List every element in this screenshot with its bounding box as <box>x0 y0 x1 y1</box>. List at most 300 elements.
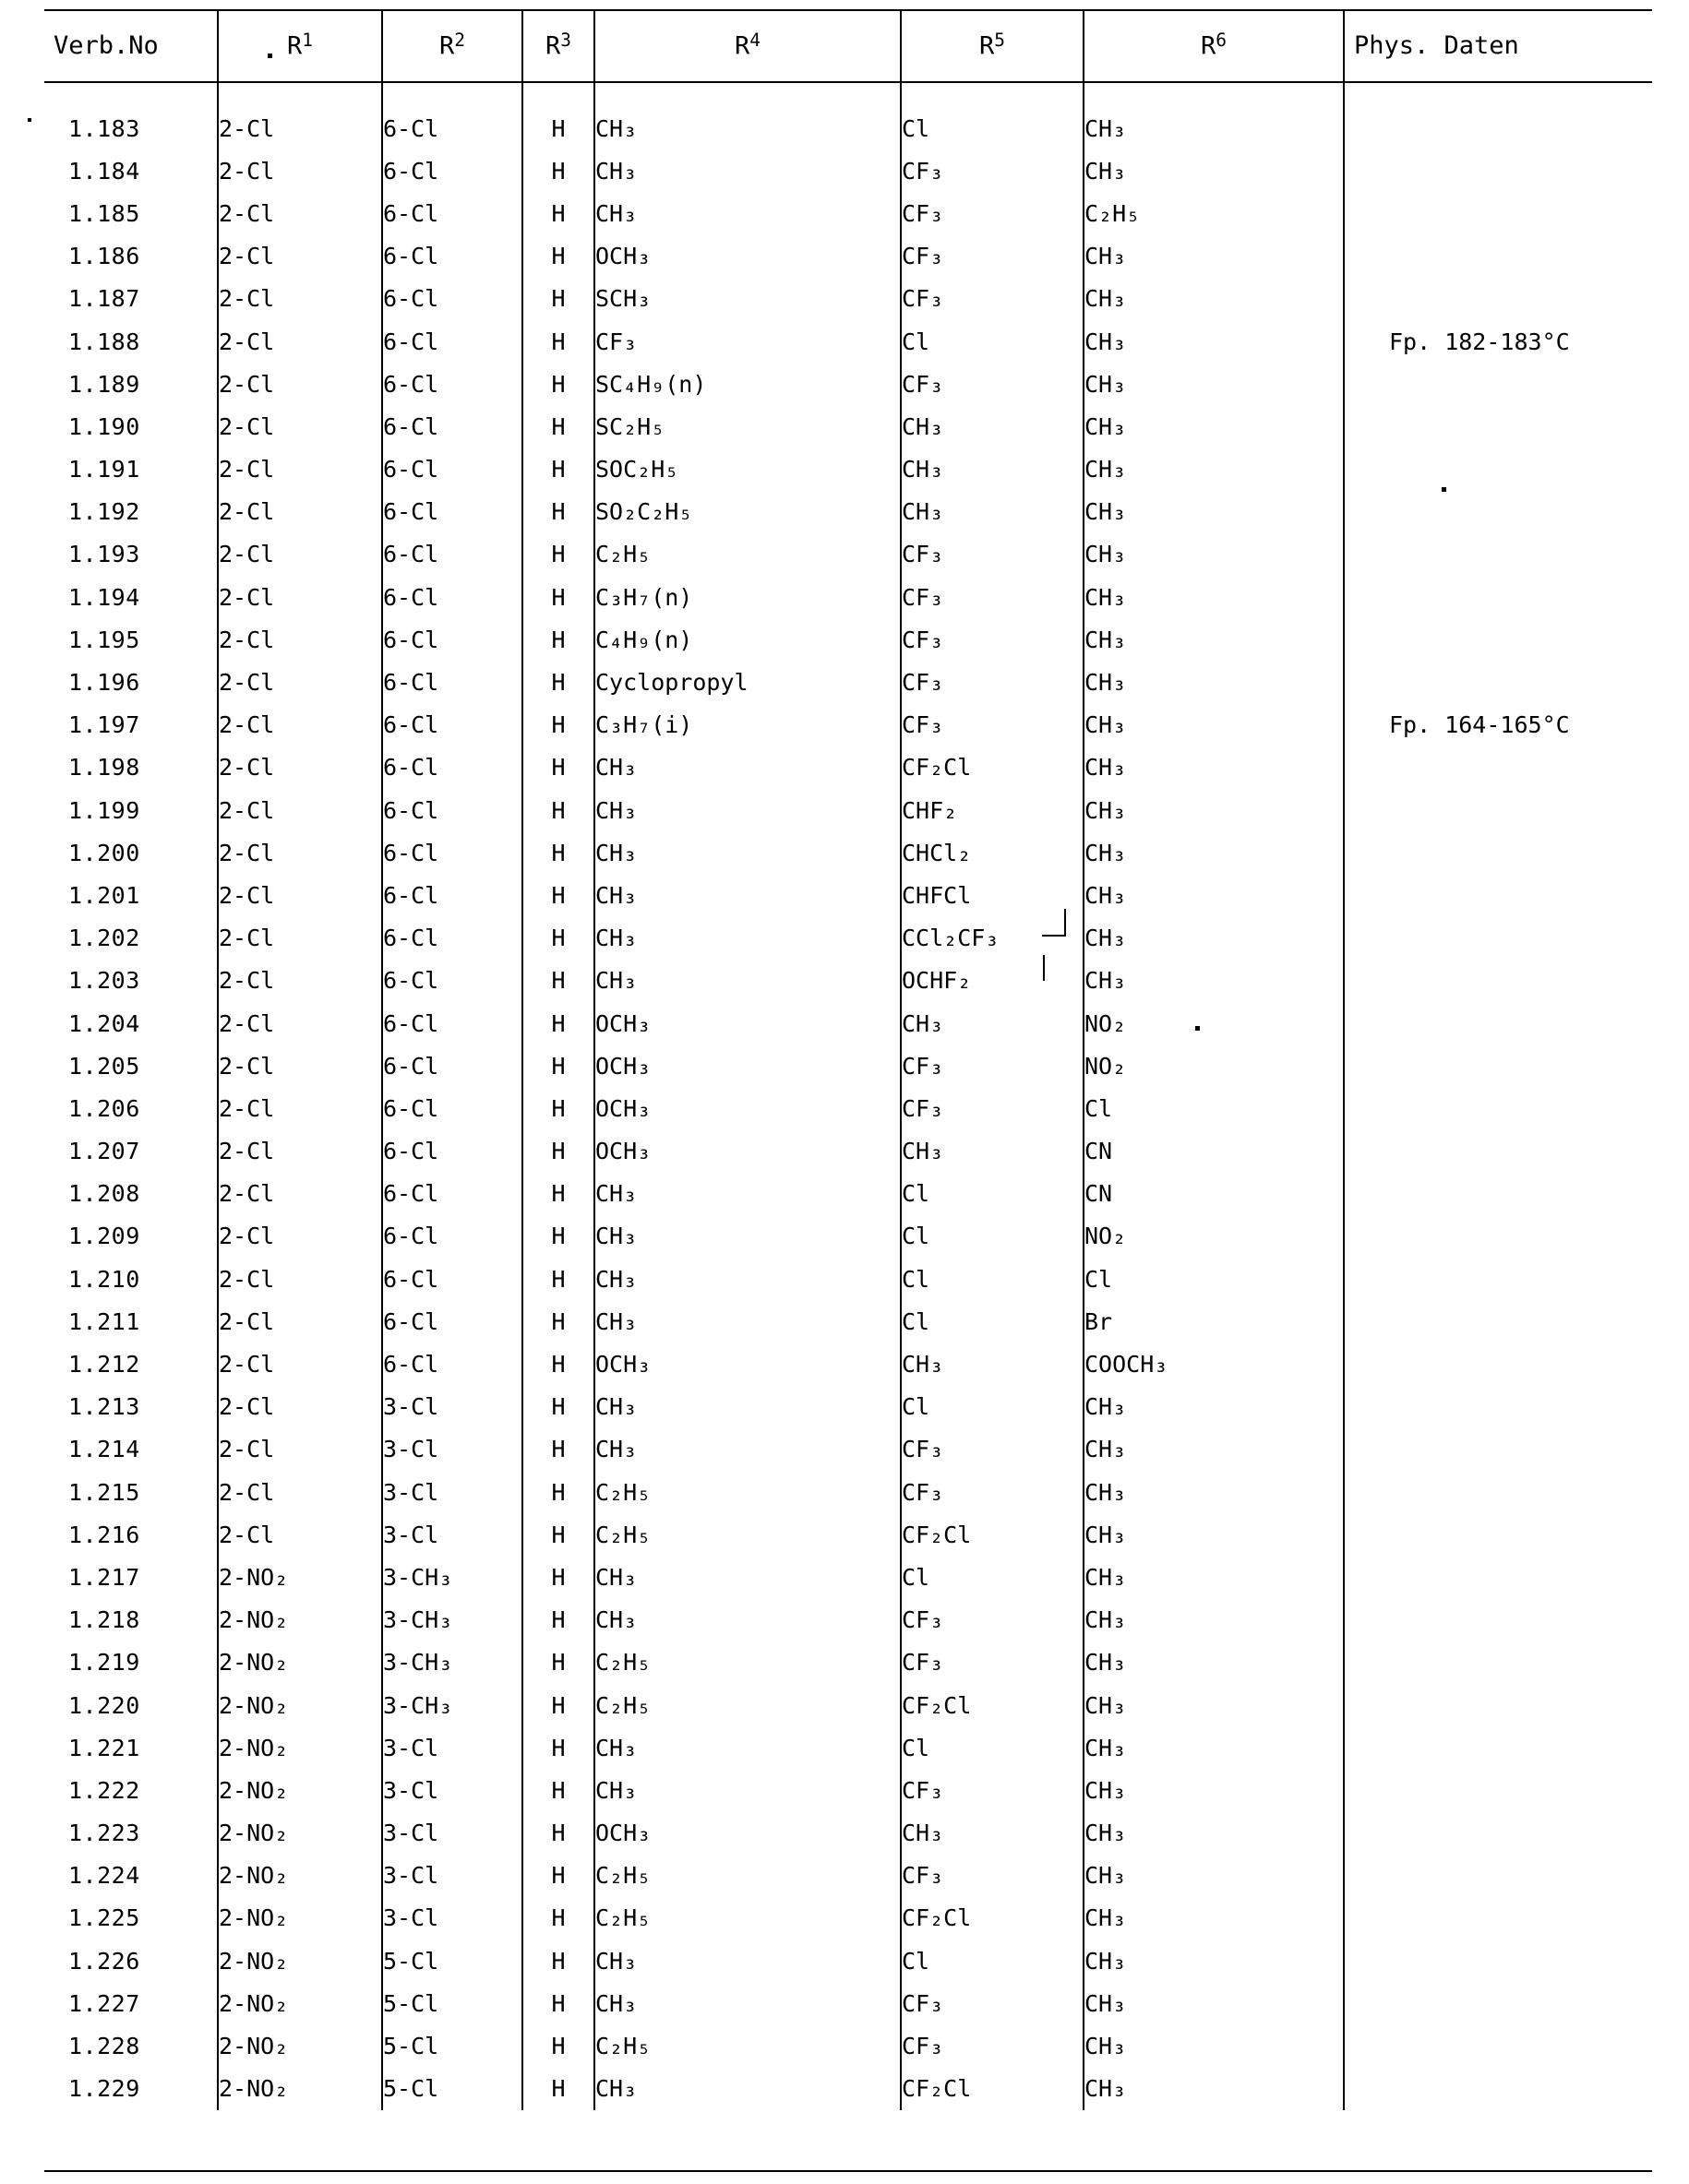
cell-phys-daten <box>1344 149 1652 192</box>
cell-r1: 2-Cl <box>218 491 382 533</box>
cell-r1: 2-NO₂ <box>218 2024 382 2067</box>
cell-r4: CH₃ <box>594 2068 901 2110</box>
cell-verb-no: 1.220 <box>44 1684 218 1726</box>
cell-phys-daten <box>1344 2068 1652 2110</box>
cell-r3: H <box>522 746 594 789</box>
cell-r6: CN <box>1084 1173 1344 1215</box>
cell-r1: 2-NO₂ <box>218 1939 382 1982</box>
cell-r5: CF₃ <box>901 1044 1084 1087</box>
cell-r2: 6-Cl <box>382 149 522 192</box>
cell-verb-no: 1.216 <box>44 1513 218 1556</box>
cell-r3: H <box>522 1130 594 1173</box>
cell-r5: CHCl₂ <box>901 831 1084 874</box>
cell-r3: H <box>522 107 594 149</box>
cell-r1: 2-Cl <box>218 448 382 491</box>
cell-r1: 2-Cl <box>218 533 382 576</box>
cell-r5: CF₃ <box>901 1471 1084 1513</box>
cell-verb-no: 1.198 <box>44 746 218 789</box>
cell-phys-daten: Fp. 164-165°C <box>1389 711 1570 739</box>
cell-phys-daten <box>1344 1684 1652 1726</box>
cell-phys-daten <box>1344 789 1652 831</box>
cell-verb-no: 1.205 <box>44 1044 218 1087</box>
cell-r6: CH₃ <box>1084 917 1344 960</box>
cell-r3: H <box>522 917 594 960</box>
cell-r3: H <box>522 1343 594 1385</box>
scan-artifact-dot-left <box>28 118 31 122</box>
cell-r3: H <box>522 1087 594 1129</box>
cell-r1: 2-NO₂ <box>218 1855 382 1897</box>
cell-r4: C₃H₇(n) <box>594 576 901 618</box>
cell-r1: 2-NO₂ <box>218 1812 382 1855</box>
table-row <box>44 831 1652 874</box>
cell-r1: 2-NO₂ <box>218 2068 382 2110</box>
cell-r4: C₄H₉(n) <box>594 618 901 661</box>
cell-r2: 6-Cl <box>382 107 522 149</box>
cell-phys-daten <box>1344 1641 1652 1684</box>
cell-phys-daten <box>1344 1343 1652 1385</box>
header-spacer-row <box>44 82 1652 107</box>
cell-r4: CH₃ <box>594 1982 901 2024</box>
cell-verb-no: 1.206 <box>44 1087 218 1129</box>
cell-verb-no: 1.226 <box>44 1939 218 1982</box>
cell-r5: Cl <box>901 1726 1084 1769</box>
cell-verb-no: 1.225 <box>44 1897 218 1939</box>
table-row <box>44 491 1652 533</box>
table-row <box>44 661 1652 703</box>
cell-verb-no: 1.228 <box>44 2024 218 2067</box>
cell-r5: CH₃ <box>901 448 1084 491</box>
cell-r3: H <box>522 278 594 320</box>
cell-r6: CH₃ <box>1084 1982 1344 2024</box>
cell-r3: H <box>522 2024 594 2067</box>
cell-verb-no: 1.201 <box>44 874 218 916</box>
cell-r5: Cl <box>901 1300 1084 1343</box>
cell-r4: CH₃ <box>594 1215 901 1258</box>
cell-r4: CH₃ <box>594 1386 901 1428</box>
cell-r3: H <box>522 1599 594 1641</box>
cell-phys-daten <box>1344 1471 1652 1513</box>
table-row <box>44 2068 1652 2110</box>
cell-r2: 6-Cl <box>382 831 522 874</box>
cell-r5: CF₂Cl <box>901 2068 1084 2110</box>
cell-phys-daten <box>1344 1173 1652 1215</box>
table-row <box>44 405 1652 448</box>
table-row <box>44 1087 1652 1129</box>
table-row <box>44 2024 1652 2067</box>
cell-verb-no: 1.204 <box>44 1002 218 1044</box>
cell-r2: 3-CH₃ <box>382 1641 522 1684</box>
table-row <box>44 107 1652 149</box>
column-header-r2: $R^2$ <box>382 9 522 82</box>
table-row <box>44 1726 1652 1769</box>
cell-r3: H <box>522 320 594 363</box>
cell-r4: SO₂C₂H₅ <box>594 491 901 533</box>
cell-r1: 2-Cl <box>218 1513 382 1556</box>
table-row <box>44 1215 1652 1258</box>
table-row <box>44 789 1652 831</box>
cell-r3: H <box>522 576 594 618</box>
cell-phys-daten <box>1344 917 1652 960</box>
cell-r6: CH₃ <box>1084 1386 1344 1428</box>
cell-verb-no: 1.199 <box>44 789 218 831</box>
table-row <box>44 1556 1652 1598</box>
cell-r6: CH₃ <box>1084 618 1344 661</box>
cell-r2: 3-Cl <box>382 1471 522 1513</box>
cell-verb-no: 1.190 <box>44 405 218 448</box>
column-header-r4: $R^4$ <box>594 9 901 82</box>
cell-r5: CF₃ <box>901 149 1084 192</box>
cell-r6: CH₃ <box>1084 448 1344 491</box>
table-row <box>44 1599 1652 1641</box>
cell-r4: C₂H₅ <box>594 1641 901 1684</box>
cell-r3: H <box>522 1812 594 1855</box>
cell-verb-no: 1.217 <box>44 1556 218 1598</box>
cell-r1: 2-Cl <box>218 1173 382 1215</box>
cell-r1: 2-NO₂ <box>218 1641 382 1684</box>
cell-phys-daten <box>1344 1002 1652 1044</box>
cell-r2: 5-Cl <box>382 2068 522 2110</box>
cell-phys-daten <box>1344 1599 1652 1641</box>
table-row <box>44 1173 1652 1215</box>
cell-phys-daten <box>1344 2024 1652 2067</box>
table-row <box>44 1044 1652 1087</box>
cell-r1: 2-Cl <box>218 1002 382 1044</box>
cell-r5: CF₂Cl <box>901 1897 1084 1939</box>
cell-r2: 6-Cl <box>382 448 522 491</box>
cell-r6: CH₃ <box>1084 1513 1344 1556</box>
cell-r6: NO₂ <box>1084 1044 1344 1087</box>
cell-r6: CH₃ <box>1084 533 1344 576</box>
cell-r4: OCH₃ <box>594 1002 901 1044</box>
cell-r3: H <box>522 1684 594 1726</box>
cell-phys-daten <box>1344 192 1652 234</box>
column-header-r6: $R^6$ <box>1084 9 1344 82</box>
cell-r3: H <box>522 1258 594 1300</box>
cell-r6: CH₃ <box>1084 576 1344 618</box>
cell-r3: H <box>522 1173 594 1215</box>
cell-r2: 6-Cl <box>382 235 522 278</box>
handwritten-bracket-mark-upper <box>1042 909 1066 937</box>
cell-r4: CH₃ <box>594 1556 901 1598</box>
cell-r5: CF₃ <box>901 1087 1084 1129</box>
cell-r4: CH₃ <box>594 1258 901 1300</box>
cell-verb-no: 1.202 <box>44 917 218 960</box>
cell-r2: 3-Cl <box>382 1513 522 1556</box>
column-header-r3: $R^3$ <box>522 9 594 82</box>
cell-r1: 2-Cl <box>218 363 382 405</box>
table-row <box>44 1982 1652 2024</box>
cell-r4: CH₃ <box>594 1428 901 1471</box>
cell-verb-no: 1.215 <box>44 1471 218 1513</box>
cell-r6: CH₃ <box>1084 874 1344 916</box>
cell-verb-no: 1.224 <box>44 1855 218 1897</box>
table-bottom-rule <box>44 2170 1652 2172</box>
cell-r5: CF₃ <box>901 235 1084 278</box>
cell-r5: Cl <box>901 1215 1084 1258</box>
cell-r5: CH₃ <box>901 1812 1084 1855</box>
cell-verb-no: 1.213 <box>44 1386 218 1428</box>
cell-phys-daten <box>1344 960 1652 1002</box>
cell-r1: 2-Cl <box>218 1215 382 1258</box>
cell-phys-daten <box>1344 107 1652 149</box>
cell-r1: 2-NO₂ <box>218 1684 382 1726</box>
cell-r3: H <box>522 704 594 746</box>
cell-phys-daten <box>1344 1386 1652 1428</box>
cell-r3: H <box>522 831 594 874</box>
cell-r2: 6-Cl <box>382 533 522 576</box>
cell-r2: 6-Cl <box>382 320 522 363</box>
cell-r5: CF₃ <box>901 1428 1084 1471</box>
cell-phys-daten <box>1344 1258 1652 1300</box>
cell-r4: C₂H₅ <box>594 1684 901 1726</box>
cell-r5: Cl <box>901 320 1084 363</box>
cell-r4: SC₄H₉(n) <box>594 363 901 405</box>
table-row <box>44 448 1652 491</box>
cell-r3: H <box>522 1982 594 2024</box>
cell-r3: H <box>522 235 594 278</box>
cell-r5: Cl <box>901 1556 1084 1598</box>
cell-r3: H <box>522 2068 594 2110</box>
table-row <box>44 192 1652 234</box>
cell-r4: CH₃ <box>594 1599 901 1641</box>
cell-r3: H <box>522 1556 594 1598</box>
cell-r2: 6-Cl <box>382 1300 522 1343</box>
cell-r1: 2-Cl <box>218 1471 382 1513</box>
table-top-rule <box>44 9 1652 11</box>
cell-r3: H <box>522 1726 594 1769</box>
table-header <box>44 9 1652 82</box>
cell-r1: 2-Cl <box>218 746 382 789</box>
cell-verb-no: 1.207 <box>44 1130 218 1173</box>
cell-r5: CH₃ <box>901 405 1084 448</box>
table-row <box>44 1684 1652 1726</box>
cell-r4: CH₃ <box>594 192 901 234</box>
cell-r4: C₂H₅ <box>594 1855 901 1897</box>
cell-r2: 3-CH₃ <box>382 1599 522 1641</box>
cell-r6: CH₃ <box>1084 661 1344 703</box>
cell-r5: CH₃ <box>901 1130 1084 1173</box>
cell-verb-no: 1.184 <box>44 149 218 192</box>
cell-r6: CH₃ <box>1084 704 1344 746</box>
cell-r4: CH₃ <box>594 960 901 1002</box>
table-row <box>44 874 1652 916</box>
table-row <box>44 1258 1652 1300</box>
cell-r2: 3-Cl <box>382 1726 522 1769</box>
cell-r2: 6-Cl <box>382 1002 522 1044</box>
cell-phys-daten <box>1344 831 1652 874</box>
cell-verb-no: 1.227 <box>44 1982 218 2024</box>
cell-phys-daten <box>1344 533 1652 576</box>
cell-r1: 2-Cl <box>218 1087 382 1129</box>
cell-r1: 2-Cl <box>218 874 382 916</box>
cell-r6: CH₃ <box>1084 746 1344 789</box>
cell-r1: 2-Cl <box>218 1428 382 1471</box>
cell-phys-daten <box>1344 278 1652 320</box>
cell-r6: CH₃ <box>1084 491 1344 533</box>
cell-r4: OCH₃ <box>594 1130 901 1173</box>
cell-r5: CF₃ <box>901 704 1084 746</box>
cell-r4: CH₃ <box>594 1726 901 1769</box>
cell-r4: C₂H₅ <box>594 2024 901 2067</box>
cell-r6: CN <box>1084 1130 1344 1173</box>
cell-r1: 2-NO₂ <box>218 1599 382 1641</box>
table-row <box>44 149 1652 192</box>
cell-r5: Cl <box>901 1386 1084 1428</box>
cell-r5: CH₃ <box>901 1002 1084 1044</box>
cell-r2: 3-Cl <box>382 1386 522 1428</box>
cell-r3: H <box>522 1044 594 1087</box>
cell-r5: CHFCl <box>901 874 1084 916</box>
cell-r2: 6-Cl <box>382 960 522 1002</box>
cell-phys-daten <box>1344 1428 1652 1471</box>
table-row <box>44 917 1652 960</box>
cell-verb-no: 1.187 <box>44 278 218 320</box>
cell-r2: 6-Cl <box>382 405 522 448</box>
cell-r3: H <box>522 874 594 916</box>
cell-r2: 3-Cl <box>382 1769 522 1811</box>
cell-phys-daten <box>1344 1044 1652 1087</box>
cell-verb-no: 1.191 <box>44 448 218 491</box>
cell-r3: H <box>522 1641 594 1684</box>
cell-r4: Cyclopropyl <box>594 661 901 703</box>
cell-verb-no: 1.229 <box>44 2068 218 2110</box>
cell-r2: 6-Cl <box>382 746 522 789</box>
cell-r6: CH₃ <box>1084 1769 1344 1811</box>
cell-r6: CH₃ <box>1084 235 1344 278</box>
cell-phys-daten <box>1344 1855 1652 1897</box>
cell-verb-no: 1.218 <box>44 1599 218 1641</box>
cell-verb-no: 1.196 <box>44 661 218 703</box>
cell-verb-no: 1.214 <box>44 1428 218 1471</box>
cell-r3: H <box>522 960 594 1002</box>
cell-verb-no: 1.185 <box>44 192 218 234</box>
cell-r3: H <box>522 363 594 405</box>
table-row <box>44 533 1652 576</box>
cell-r4: CH₃ <box>594 1939 901 1982</box>
cell-r5: Cl <box>901 1939 1084 1982</box>
cell-r4: CH₃ <box>594 831 901 874</box>
cell-r4: CH₃ <box>594 1769 901 1811</box>
cell-r4: SOC₂H₅ <box>594 448 901 491</box>
cell-phys-daten <box>1344 1897 1652 1939</box>
cell-r5: CF₃ <box>901 533 1084 576</box>
cell-phys-daten <box>1344 1300 1652 1343</box>
cell-r3: H <box>522 533 594 576</box>
cell-phys-daten <box>1344 1556 1652 1598</box>
table-row <box>44 235 1652 278</box>
table-row <box>44 1855 1652 1897</box>
cell-r3: H <box>522 491 594 533</box>
column-header-r1: $R^1$ <box>218 9 382 82</box>
cell-r1: 2-Cl <box>218 618 382 661</box>
cell-r5: Cl <box>901 107 1084 149</box>
table-body <box>44 82 1652 2110</box>
cell-r5: CF₃ <box>901 1982 1084 2024</box>
cell-r5: CF₂Cl <box>901 746 1084 789</box>
table-row <box>44 1343 1652 1385</box>
cell-r4: CH₃ <box>594 874 901 916</box>
cell-r2: 3-Cl <box>382 1428 522 1471</box>
cell-r3: H <box>522 1939 594 1982</box>
cell-r1: 2-Cl <box>218 831 382 874</box>
cell-r2: 6-Cl <box>382 661 522 703</box>
cell-r4: C₂H₅ <box>594 533 901 576</box>
cell-r6: Cl <box>1084 1258 1344 1300</box>
cell-verb-no: 1.221 <box>44 1726 218 1769</box>
cell-r6: CH₃ <box>1084 1897 1344 1939</box>
cell-r3: H <box>522 1386 594 1428</box>
cell-r2: 6-Cl <box>382 1343 522 1385</box>
cell-r6: CH₃ <box>1084 1812 1344 1855</box>
column-header-verb-no: Verb.No <box>44 9 218 82</box>
table-row <box>44 1130 1652 1173</box>
cell-r6: CH₃ <box>1084 405 1344 448</box>
cell-r4: C₃H₇(i) <box>594 704 901 746</box>
cell-r2: 6-Cl <box>382 618 522 661</box>
cell-r1: 2-Cl <box>218 235 382 278</box>
cell-r6: CH₃ <box>1084 1726 1344 1769</box>
cell-verb-no: 1.189 <box>44 363 218 405</box>
cell-r6: Cl <box>1084 1087 1344 1129</box>
cell-r5: CF₃ <box>901 363 1084 405</box>
cell-r1: 2-Cl <box>218 789 382 831</box>
cell-r5: CF₂Cl <box>901 1684 1084 1726</box>
cell-r5: CF₃ <box>901 278 1084 320</box>
cell-r4: OCH₃ <box>594 235 901 278</box>
cell-verb-no: 1.194 <box>44 576 218 618</box>
cell-r1: 2-NO₂ <box>218 1556 382 1598</box>
cell-r4: CH₃ <box>594 1173 901 1215</box>
cell-phys-daten <box>1344 235 1652 278</box>
cell-r2: 6-Cl <box>382 491 522 533</box>
cell-r2: 6-Cl <box>382 917 522 960</box>
cell-r2: 3-Cl <box>382 1855 522 1897</box>
cell-r4: SCH₃ <box>594 278 901 320</box>
table-row <box>44 363 1652 405</box>
cell-r6: CH₃ <box>1084 1428 1344 1471</box>
cell-r6: CH₃ <box>1084 1939 1344 1982</box>
cell-r3: H <box>522 1300 594 1343</box>
cell-r3: H <box>522 448 594 491</box>
cell-r1: 2-Cl <box>218 320 382 363</box>
cell-r5: CF₃ <box>901 1641 1084 1684</box>
cell-phys-daten <box>1344 1087 1652 1129</box>
cell-phys-daten <box>1344 363 1652 405</box>
cell-r3: H <box>522 1215 594 1258</box>
cell-r2: 5-Cl <box>382 2024 522 2067</box>
cell-r1: 2-Cl <box>218 405 382 448</box>
cell-r1: 2-Cl <box>218 107 382 149</box>
cell-phys-daten <box>1344 661 1652 703</box>
cell-r3: H <box>522 1855 594 1897</box>
cell-r4: C₂H₅ <box>594 1897 901 1939</box>
cell-verb-no: 1.222 <box>44 1769 218 1811</box>
cell-verb-no: 1.200 <box>44 831 218 874</box>
cell-r1: 2-Cl <box>218 917 382 960</box>
cell-r2: 6-Cl <box>382 874 522 916</box>
cell-phys-daten <box>1344 618 1652 661</box>
table-row <box>44 1641 1652 1684</box>
column-header-phys-daten: Phys. Daten <box>1354 30 1519 60</box>
cell-r6: CH₃ <box>1084 1641 1344 1684</box>
cell-r1: 2-NO₂ <box>218 1897 382 1939</box>
table-row <box>44 1769 1652 1811</box>
cell-r1: 2-Cl <box>218 1343 382 1385</box>
cell-r5: CCl₂CF₃ <box>901 917 1084 960</box>
cell-r2: 6-Cl <box>382 789 522 831</box>
cell-r3: H <box>522 1769 594 1811</box>
cell-verb-no: 1.223 <box>44 1812 218 1855</box>
